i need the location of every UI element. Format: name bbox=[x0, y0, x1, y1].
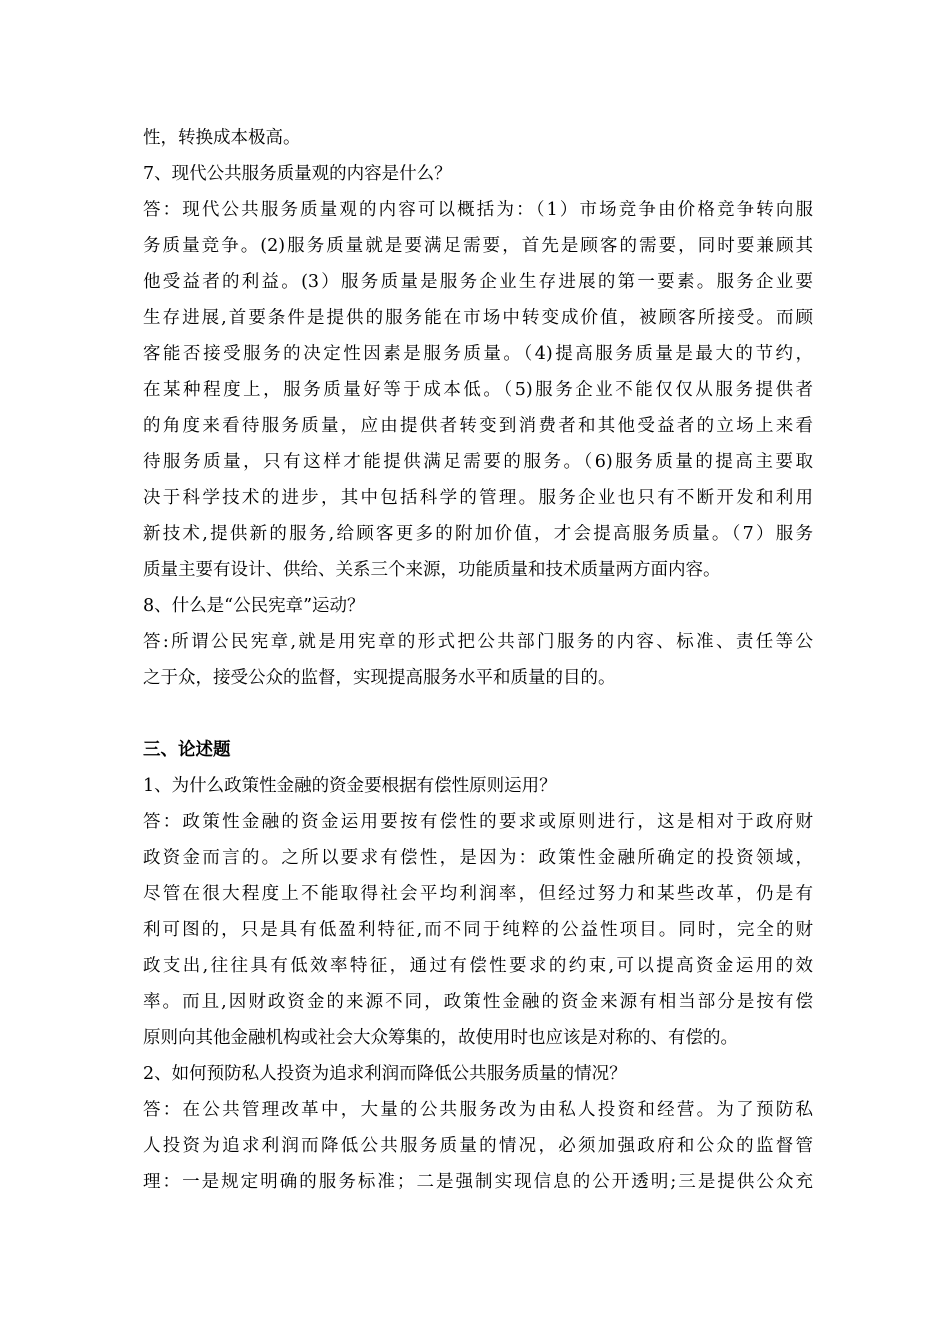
answer-line: 新技术,提供新的服务,给顾客更多的附加价值，才会提高服务质量。（7）服务 bbox=[143, 524, 813, 544]
answer-line: 在某种程度上，服务质量好等于成本低。（5)服务企业不能仅仅从服务提供者 bbox=[143, 380, 813, 400]
answer-line: 务质量竞争。(2)服务质量就是要满足需要，首先是顾客的需要，同时要兼顾其 bbox=[143, 236, 813, 256]
answer-line: 政支出,往往具有低效率特征，通过有偿性要求的约束,可以提高资金运用的效 bbox=[143, 956, 813, 976]
answer-line: 之于众，接受公众的监督，实现提高服务水平和质量的目的。 bbox=[143, 668, 616, 688]
answer-line: 答：现代公共服务质量观的内容可以概括为：（1）市场竞争由价格竞争转向服 bbox=[143, 200, 813, 220]
answer-line: 决于科学技术的进步，其中包括科学的管理。服务企业也只有不断开发和利用 bbox=[143, 488, 813, 508]
question-2: 2、如何预防私人投资为追求利润而降低公共服务质量的情况？ bbox=[143, 1064, 627, 1084]
answer-line: 率。而且,因财政资金的来源不同，政策性金融的资金来源有相当部分是按有偿 bbox=[143, 992, 813, 1012]
answer-line: 政资金而言的。之所以要求有偿性，是因为：政策性金融所确定的投资领域， bbox=[143, 848, 813, 868]
answer-line: 尽管在很大程度上不能取得社会平均利润率，但经过努力和某些改革，仍是有 bbox=[143, 884, 813, 904]
section-heading: 三、论述题 bbox=[143, 740, 231, 760]
answer-line: 他受益者的利益。(3）服务质量是服务企业生存进展的第一要素。服务企业要 bbox=[143, 272, 813, 292]
paragraph-line: 性，转换成本极高。 bbox=[143, 128, 301, 148]
answer-line: 生存进展,首要条件是提供的服务能在市场中转变成价值，被顾客所接受。而顾 bbox=[143, 308, 813, 328]
answer-line: 人投资为追求利润而降低公共服务质量的情况，必须加强政府和公众的监督管 bbox=[143, 1136, 813, 1156]
answer-line: 待服务质量，只有这样才能提供满足需要的服务。（6)服务质量的提高主要取 bbox=[143, 452, 813, 472]
answer-line: 客能否接受服务的决定性因素是服务质量。（4)提高服务质量是最大的节约， bbox=[143, 344, 813, 364]
answer-line: 答:所谓公民宪章,就是用宪章的形式把公共部门服务的内容、标准、责任等公 bbox=[143, 632, 813, 652]
answer-line: 利可图的，只是具有低盈利特征,而不同于纯粹的公益性项目。同时，完全的财 bbox=[143, 920, 813, 940]
answer-line: 答：在公共管理改革中，大量的公共服务改为由私人投资和经营。为了预防私 bbox=[143, 1100, 813, 1120]
answer-line: 答：政策性金融的资金运用要按有偿性的要求或原则进行，这是相对于政府财 bbox=[143, 812, 813, 832]
answer-line: 的角度来看待服务质量，应由提供者转变到消费者和其他受益者的立场上来看 bbox=[143, 416, 813, 436]
question-7: 7、现代公共服务质量观的内容是什么？ bbox=[143, 164, 452, 184]
answer-line: 原则向其他金融机构或社会大众筹集的，故使用时也应该是对称的、有偿的。 bbox=[143, 1028, 738, 1048]
question-1: 1、为什么政策性金融的资金要根据有偿性原则运用？ bbox=[143, 776, 557, 796]
question-8: 8、什么是“公民宪章”运动？ bbox=[143, 596, 365, 616]
answer-line: 理：一是规定明确的服务标准；二是强制实现信息的公开透明;三是提供公众充 bbox=[143, 1172, 813, 1192]
answer-line: 质量主要有设计、供给、关系三个来源，功能质量和技术质量两方面内容。 bbox=[143, 560, 721, 580]
